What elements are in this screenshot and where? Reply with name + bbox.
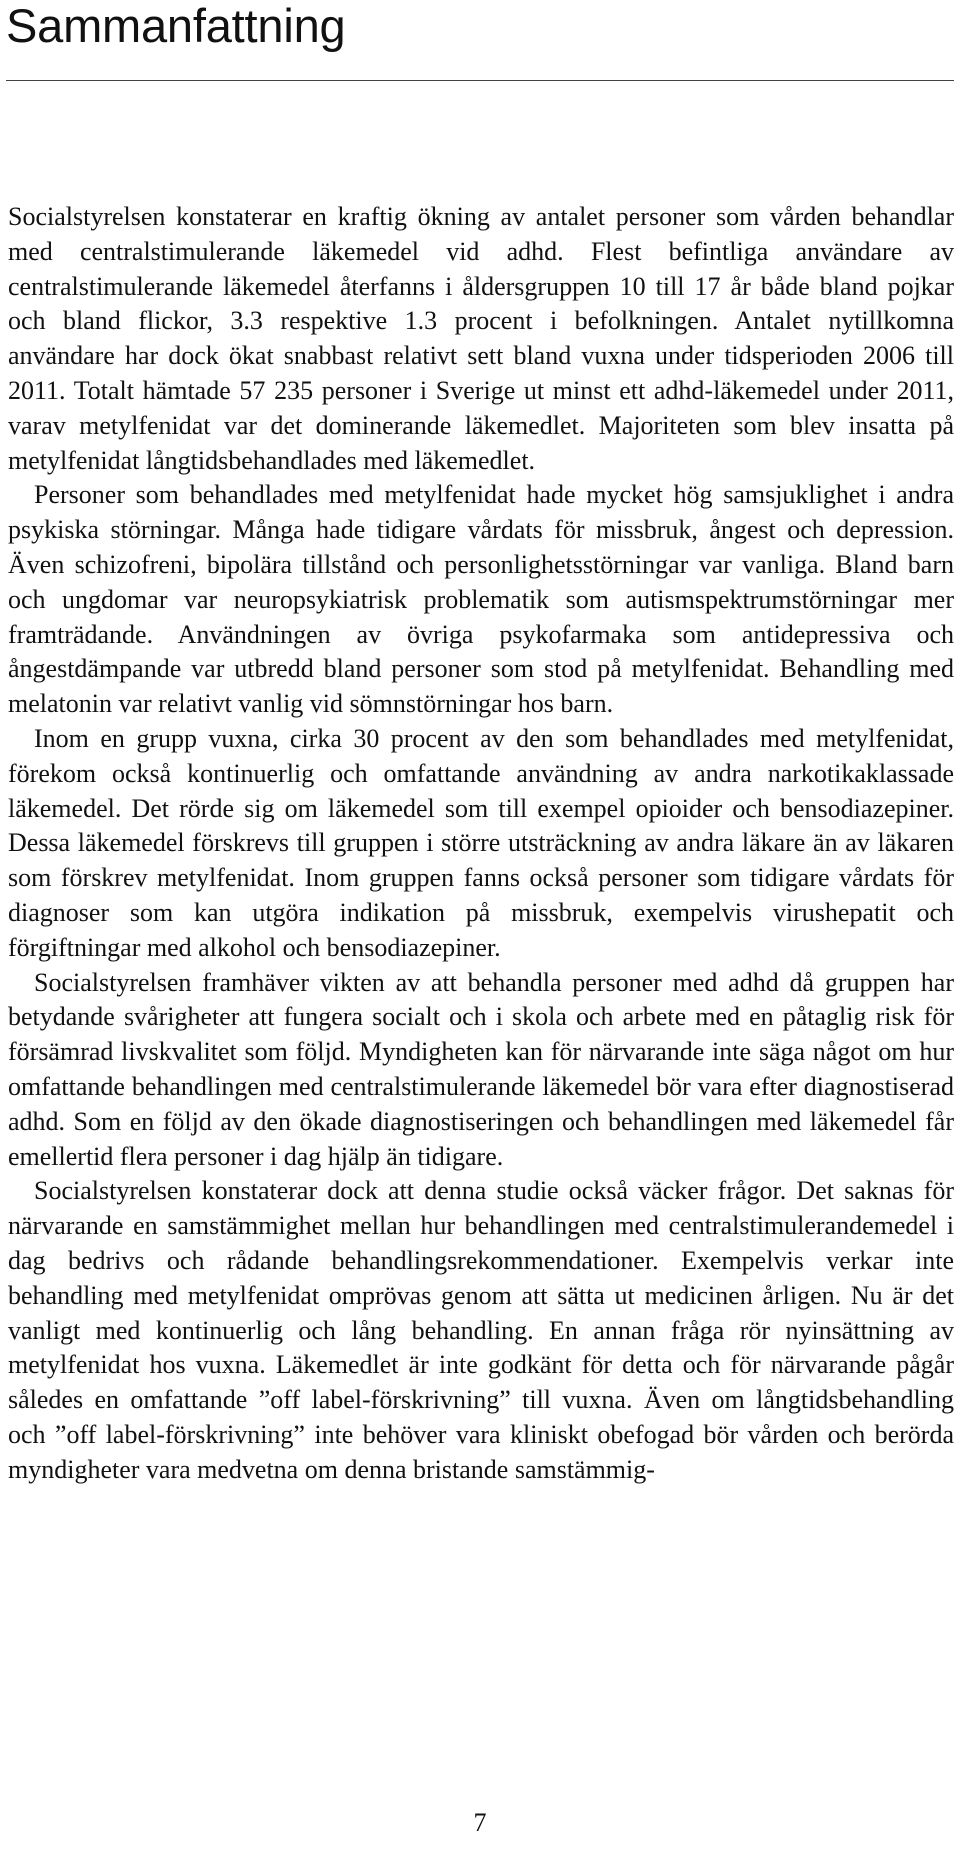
paragraph: Inom en grupp vuxna, cirka 30 procent av den som behandlades med metylfenidat, förekom också kontinuerlig och omfattande användning av andra narkotikaklassade läkemedel. Det rörde sig om läkemedel som till exempel opioider och bensodiazepiner. Dessa läkemedel förskrevs till gruppen i större utsträckning av andra läkare än av läkaren som förskrev metylfenidat. Inom gruppen fanns också personer som tidigare vårdats för diagnoser som kan utgöra indikation på missbruk, exempelvis virushepatit och förgiftningar med alkohol och bensodiazepiner. <box>8 723 954 962</box>
page-number: 7 <box>473 1808 487 1837</box>
paragraph: Personer som behandlades med metylfenidat hade mycket hög samsjuklighet i andra psykiska störningar. Många hade tidigare vårdats för missbruk, ångest och depression. Även schizofreni, bipolära tillstånd och personlighetsstörningar var vanliga. Bland barn och ungdomar var neuropsykiatrisk problematik som autismspektrumstörningar mer framträdande. Användningen av övriga psykofarmaka som antidepressiva och ångestdämpande var utbredd bland personer som stod på metylfenidat. Behandling med melatonin var relativt vanlig vid sömnstörningar hos barn. <box>8 480 954 719</box>
paragraph: Socialstyrelsen konstaterar en kraftig ökning av antalet personer som vården behandlar med centralstimulerande läkemedel vid adhd. Flest befintliga användare av centralstimulerande läkemedel återfanns i åldersgruppen 10 till 17 år både bland pojkar och bland flickor, 3.3 respektive 1.3 procent i befolkningen. Antalet nytillkomna användare har dock ökat snabbast relativt sett bland vuxna under tidsperioden 2006 till 2011. Totalt hämtade 57 235 personer i Sverige ut minst ett adhd-läkemedel under 2011, varav metylfenidat var det dominerande läkemedlet. Majoriteten som blev insatta på metylfenidat långtidsbehandlades med läkemedlet. <box>8 202 954 475</box>
page-title: Sammanfattning <box>6 0 346 52</box>
body-text <box>8 200 954 1487</box>
title-divider <box>6 80 954 81</box>
paragraph: Socialstyrelsen konstaterar dock att denna studie också väcker frågor. Det saknas för närvarande en samstämmighet mellan hur behandlingen med centralstimulerandemedel i dag bedrivs och rådande behandlingsrekommendationer. Exempelvis verkar inte behandling med metylfenidat omprövas genom att sätta ut medicinen årligen. Nu är det vanligt med kontinuerlig och lång behandling. En annan fråga rör nyinsättning av metylfenidat hos vuxna. Läkemedlet är inte godkänt för detta och för närvarande pågår således en omfattande ”off label-förskrivning” till vuxna. Även om långtidsbehandling och ”off label-förskrivning” inte behöver vara kliniskt obefogad bör vården och berörda myndigheter vara medvetna om denna bristande samstämmig- <box>8 1176 954 1484</box>
paragraph: Socialstyrelsen framhäver vikten av att behandla personer med adhd då gruppen har betydande svårigheter att fungera socialt och i skola och arbete med en påtaglig risk för försämrad livskvalitet som följd. Myndigheten kan för närvarande inte säga något om hur omfattande behandlingen med centralstimulerande läkemedel bör vara efter diagnostiserad adhd. Som en följd av den ökade diagnostiseringen och behandlingen med läkemedel får emellertid flera personer i dag hjälp än tidigare. <box>8 967 954 1171</box>
